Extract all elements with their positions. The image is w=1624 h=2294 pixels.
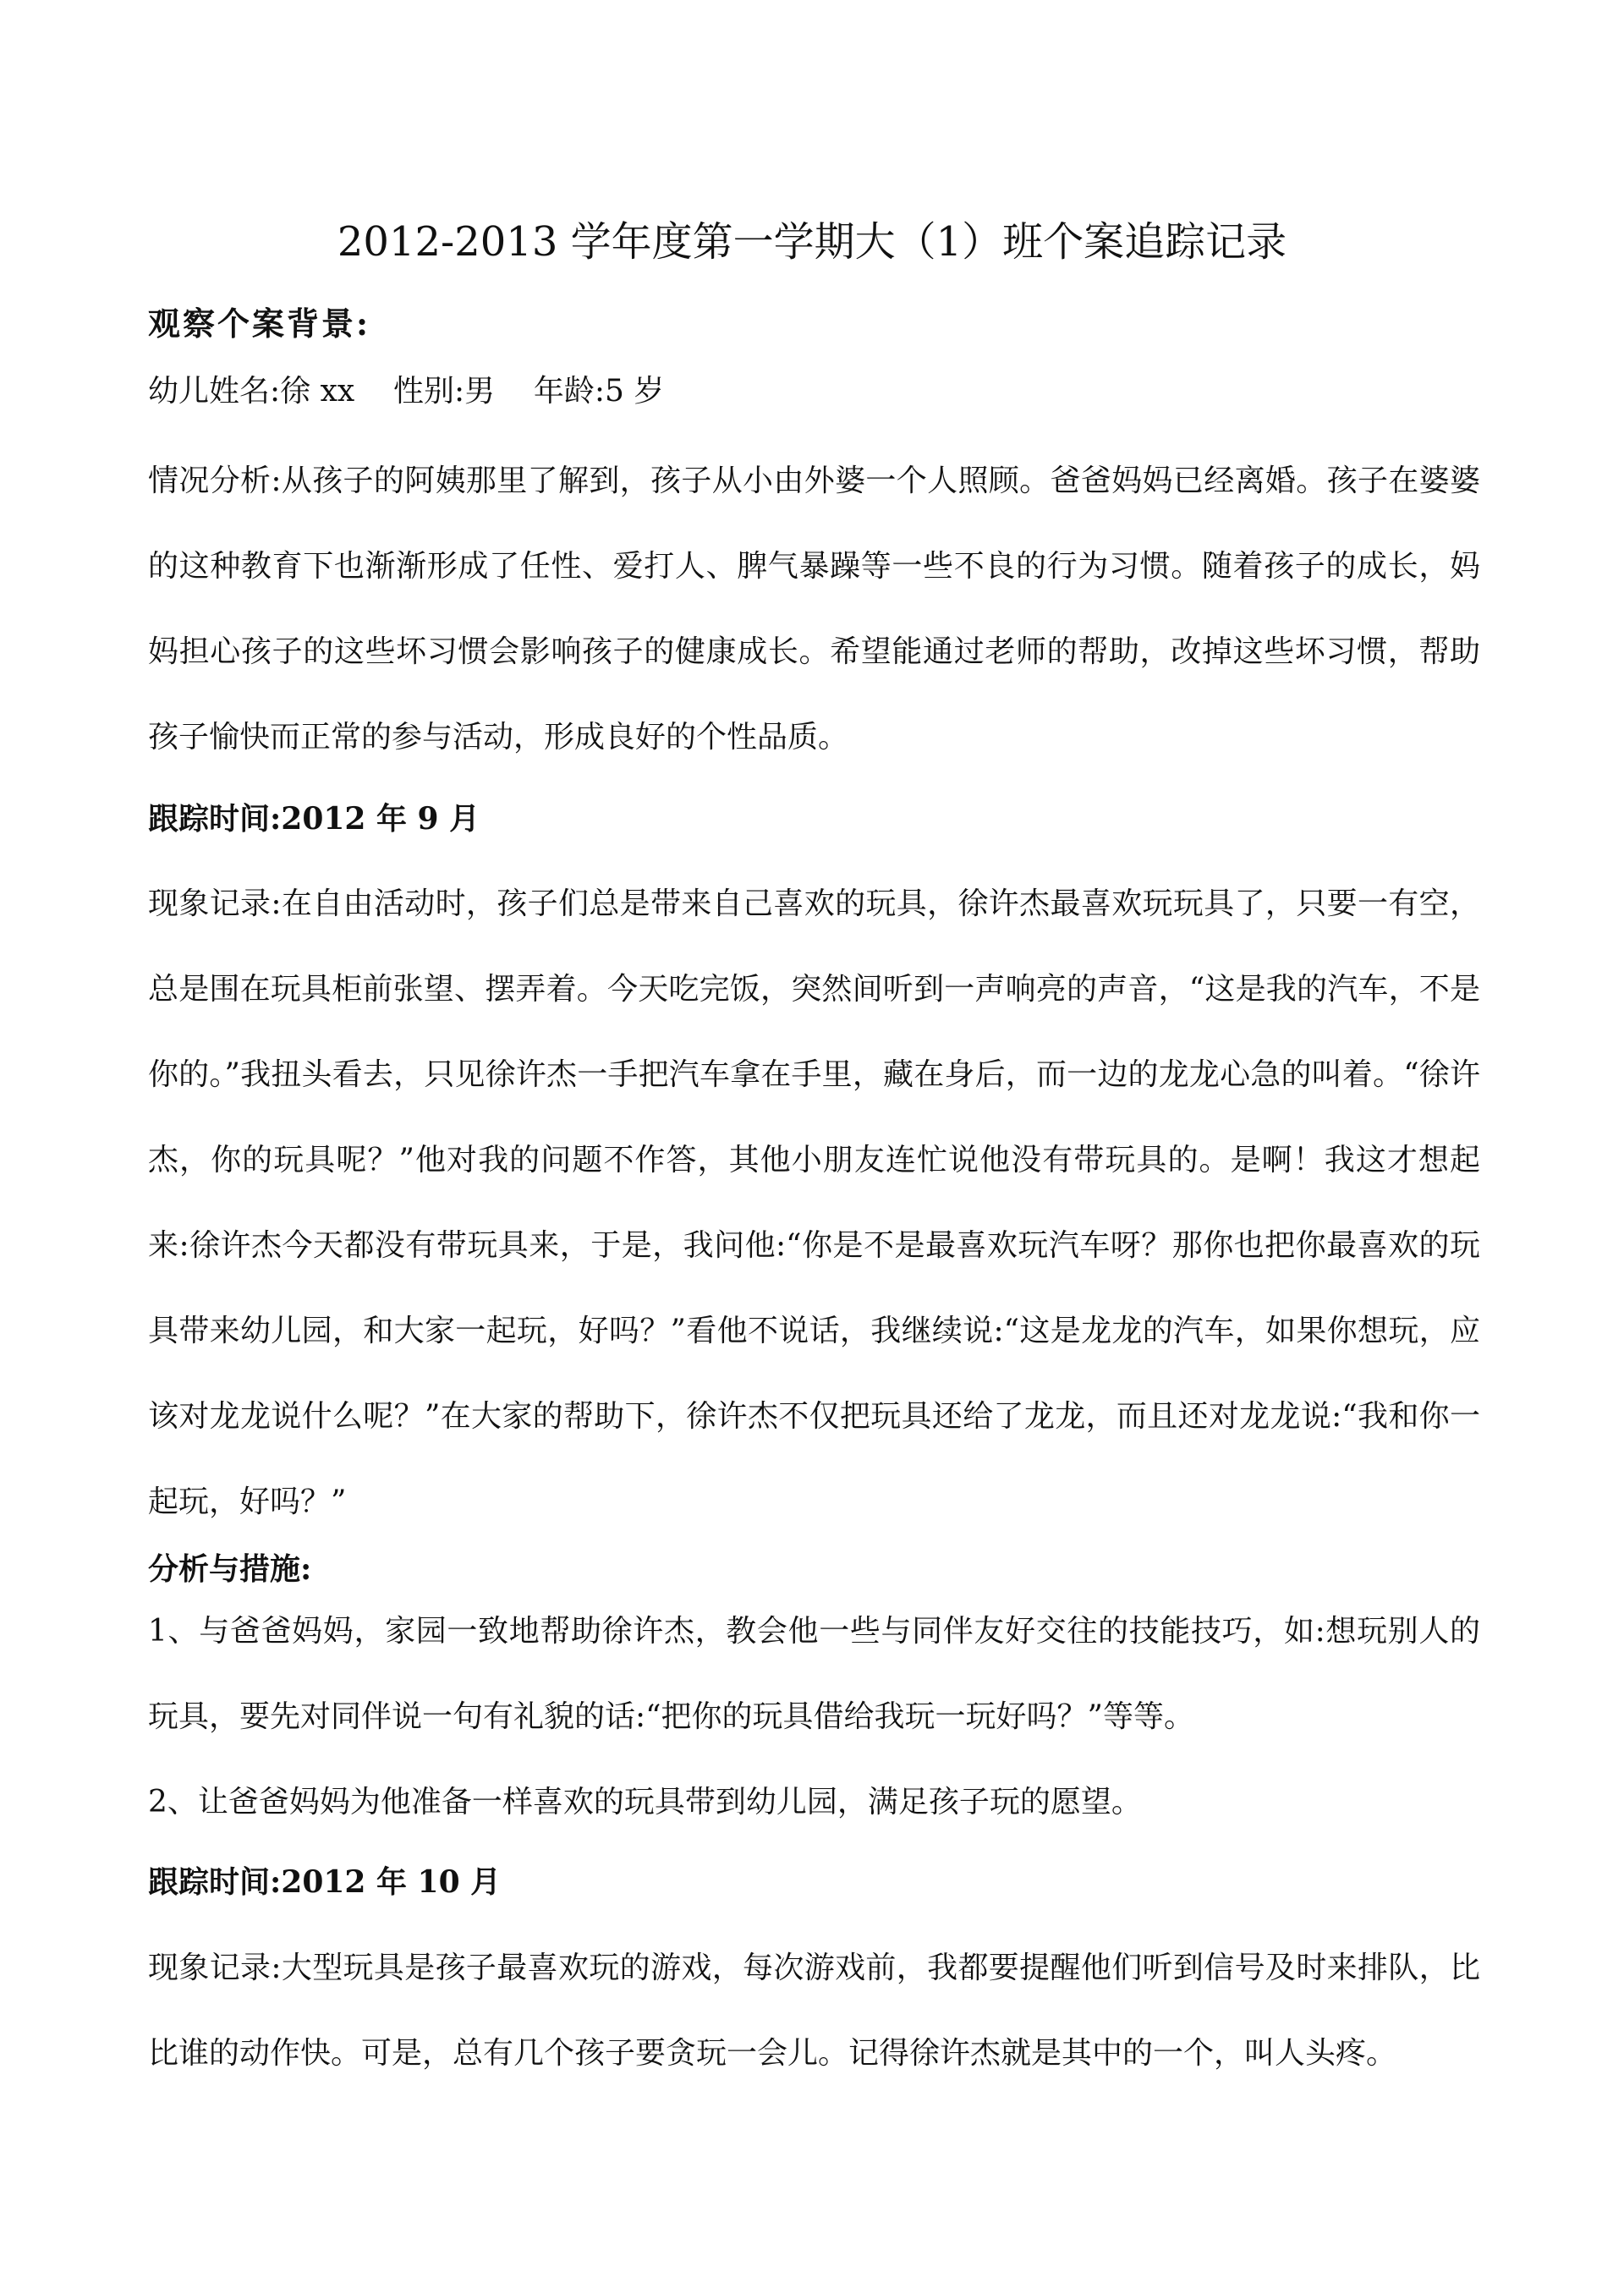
document-title: 2012-2013 学年度第一学期大（1）班个案追踪记录 xyxy=(337,218,1287,266)
measure-2-paragraph: 2、让爸爸妈妈为他准备一样喜欢的玩具带到幼儿园，满足孩子玩的愿望。 xyxy=(148,1785,1142,1819)
analysis-heading: 分析与措施: xyxy=(148,1551,312,1587)
situation-paragraph: 情况分析:从孩子的阿姨那里了解到，孩子从小由外婆一个人照顾。爸爸妈妈已经离婚。孩子在婆婆的这种教育下也渐渐形成了任性、爱打人、脾气暴躁等一些不良的行为习惯。随着孩子的成长，妈妈担心孩子的这些坏习惯会影响孩子的健康成长。希望能通过老师的帮助，改掉这些坏习惯，帮助孩子愉快而正常的参与活动，形成良好的个性品质。 xyxy=(148,464,1480,755)
child-info: 幼儿姓名:徐 xx 性别:男 年龄:5 岁 xyxy=(148,374,665,409)
measure-1-paragraph: 1、与爸爸妈妈，家园一致地帮助徐许杰，教会他一些与同伴友好交往的技能技巧，如:想玩别人的玩具，要先对同伴说一句有礼貌的话:“把你的玩具借给我玩一玩好吗？”等等。 xyxy=(148,1614,1480,1734)
background-heading: 观察个案背景: xyxy=(148,305,371,343)
track2-heading: 跟踪时间:2012 年 10 月 xyxy=(148,1864,502,1900)
track1-heading: 跟踪时间:2012 年 9 月 xyxy=(148,801,480,837)
track2-record-paragraph: 现象记录:大型玩具是孩子最喜欢玩的游戏，每次游戏前，我都要提醒他们听到信号及时来排队，比比谁的动作快。可是，总有几个孩子要贪玩一会儿。记得徐许杰就是其中的一个，叫人头疼。 xyxy=(148,1951,1480,2071)
track1-record-paragraph: 现象记录:在自由活动时，孩子们总是带来自己喜欢的玩具，徐许杰最喜欢玩玩具了，只要一有空，总是围在玩具柜前张望、摆弄着。今天吃完饭，突然间听到一声响亮的声音，“这是我的汽车，不是你的。”我扭头看去，只见徐许杰一手把汽车拿在手里，藏在身后，而一边的龙龙心急的叫着。“徐许杰，你的玩具呢？”他对我的问题不作答，其他小朋友连忙说他没有带玩具的。是啊！我这才想起来:徐许杰今天都没有带玩具来，于是，我问他:“你是不是最喜欢玩汽车呀？那你也把你最喜欢的玩具带来幼儿园，和大家一起玩，好吗？”看他不说话，我继续说:“这是龙龙的汽车，如果你想玩，应该对龙龙说什么呢？”在大家的帮助下，徐许杰不仅把玩具还给了龙龙，而且还对龙龙说:“我和你一起玩，好吗？” xyxy=(148,886,1480,1519)
